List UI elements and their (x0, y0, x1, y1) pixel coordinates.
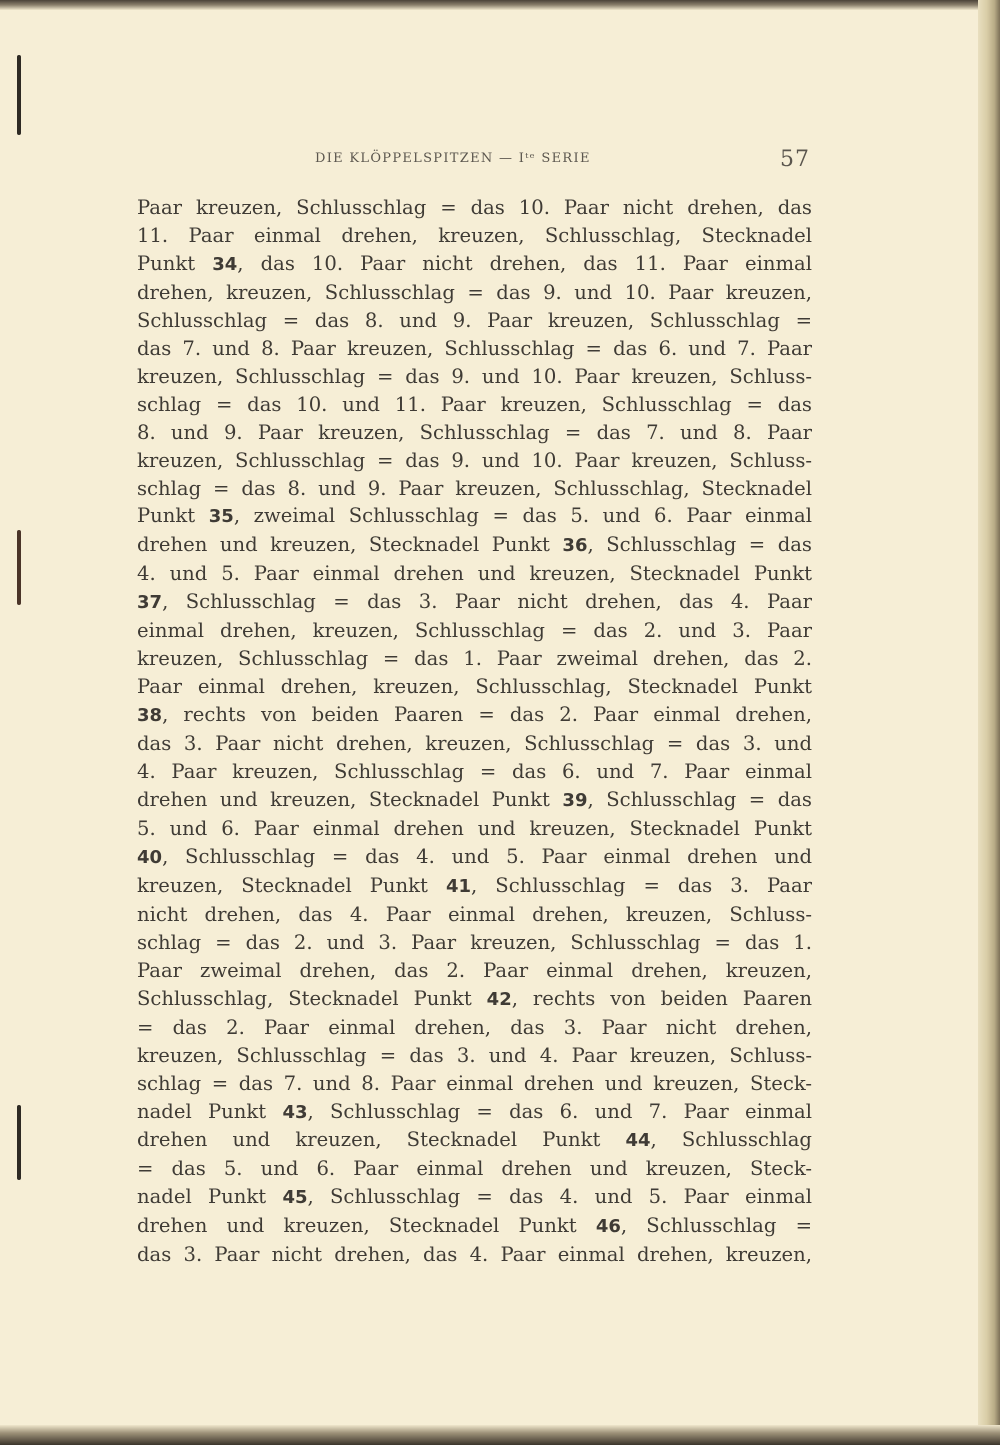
text-segment: drehen und kreuzen, Stecknadel Punkt (137, 533, 563, 557)
text-line (137, 701, 812, 730)
text-line (137, 1241, 812, 1269)
point-number: 35 (208, 506, 234, 528)
text-segment: kreuzen, Stecknadel Punkt (137, 873, 446, 897)
text-line (137, 985, 812, 1014)
text-line (137, 617, 812, 645)
text-segment: Punkt (137, 251, 213, 275)
text-segment: kreuzen, Schlusschlag = das 1. Paar zweimal drehen, das 2. (137, 647, 812, 671)
running-head (145, 147, 810, 172)
text-line (137, 673, 812, 701)
point-number: 40 (137, 846, 163, 868)
text-segment: , Schlusschlag = das 3. Paar (471, 873, 812, 897)
text-line (137, 279, 812, 307)
text-segment: schlag = das 10. und 11. Paar kreuzen, Schlusschlag = das (137, 392, 812, 416)
text-line (137, 560, 812, 588)
text-segment: drehen und kreuzen, Stecknadel Punkt (137, 1128, 626, 1152)
text-segment: einmal drehen, kreuzen, Schlusschlag = das 2. und 3. Paar (137, 619, 812, 643)
text-segment: = das 2. Paar einmal drehen, das 3. Paar nicht drehen, (137, 1015, 812, 1039)
point-number: 45 (282, 1187, 308, 1209)
text-segment: 5. und 6. Paar einmal drehen und kreuzen, Stecknadel Punkt (137, 816, 812, 840)
text-line (137, 929, 812, 957)
text-line (137, 815, 812, 843)
text-segment: , Schlusschlag (650, 1128, 812, 1152)
text-segment: , zweimal Schlusschlag = das 5. und 6. Paar einmal (233, 504, 812, 528)
point-number: 44 (625, 1130, 651, 1152)
text-segment: nadel Punkt (137, 1185, 283, 1209)
point-number: 46 (595, 1216, 621, 1238)
running-title: DIE KLÖPPELSPITZEN — Iᵗᵉ SERIE (315, 151, 591, 166)
text-segment: drehen und kreuzen, Stecknadel Punkt (137, 788, 563, 812)
text-segment: 11. Paar einmal drehen, kreuzen, Schlusschlag, Stecknadel (137, 223, 812, 247)
text-line (137, 1014, 812, 1042)
binding-mark (17, 1105, 21, 1180)
page-bottom-shadow (0, 1425, 1000, 1445)
text-segment: 8. und 9. Paar kreuzen, Schlusschlag = das 7. und 8. Paar (137, 420, 812, 444)
text-line (137, 758, 812, 786)
text-segment: drehen und kreuzen, Stecknadel Punkt (137, 1214, 596, 1238)
text-line (137, 250, 812, 279)
text-line (137, 335, 812, 363)
text-line (137, 645, 812, 673)
text-segment: 4. und 5. Paar einmal drehen und kreuzen, Stecknadel Punkt (137, 562, 812, 586)
text-segment: Punkt (137, 504, 209, 528)
point-number: 41 (445, 875, 472, 897)
text-segment: 4. Paar kreuzen, Schlusschlag = das 6. und 7. Paar einmal (137, 760, 812, 784)
text-segment: , Schlusschlag = das (587, 788, 812, 812)
text-segment: das 7. und 8. Paar kreuzen, Schlusschlag = das 6. und 7. Paar (137, 336, 812, 360)
text-segment: schlag = das 7. und 8. Paar einmal drehen und kreuzen, Steck- (137, 1071, 812, 1095)
page-top-shadow (0, 0, 1000, 10)
text-line (137, 307, 812, 335)
text-segment: , Schlusschlag = das 3. Paar nicht drehen, das 4. Paar (162, 590, 812, 614)
point-number: 34 (212, 253, 238, 275)
text-segment: nadel Punkt (137, 1099, 283, 1123)
text-segment: das 3. Paar nicht drehen, kreuzen, Schlusschlag = das 3. und (137, 732, 812, 756)
text-line (137, 872, 812, 901)
point-number: 42 (486, 988, 512, 1010)
text-segment: Paar zweimal drehen, das 2. Paar einmal drehen, kreuzen, (137, 958, 812, 982)
text-line (137, 786, 812, 815)
text-line (137, 1042, 812, 1070)
page-number: 57 (780, 147, 810, 172)
text-segment: , Schlusschlag = das 4. und 5. Paar einmal (307, 1185, 812, 1209)
point-number: 39 (562, 790, 588, 812)
text-segment: das 3. Paar nicht drehen, das 4. Paar einmal drehen, kreuzen, (137, 1243, 812, 1267)
text-segment: kreuzen, Schlusschlag = das 9. und 10. Paar kreuzen, Schluss- (137, 448, 812, 472)
text-line (137, 957, 812, 985)
text-segment: drehen, kreuzen, Schlusschlag = das 9. und 10. Paar kreuzen, (137, 280, 812, 304)
body-paragraph (137, 194, 812, 1269)
text-segment: Schlusschlag, Stecknadel Punkt (137, 986, 487, 1010)
text-segment: , das 10. Paar nicht drehen, das 11. Paar einmal (237, 251, 812, 275)
point-number: 38 (137, 705, 163, 727)
text-line (137, 222, 812, 250)
binding-mark (17, 55, 21, 135)
text-segment: nicht drehen, das 4. Paar einmal drehen, kreuzen, Schluss- (137, 902, 812, 926)
text-line (137, 1070, 812, 1098)
binding-mark (17, 530, 21, 605)
text-line (137, 588, 812, 617)
text-line (137, 1183, 812, 1212)
point-number: 36 (562, 535, 588, 557)
text-segment: Paar einmal drehen, kreuzen, Schlusschlag, Stecknadel Punkt (137, 675, 812, 699)
text-segment: , rechts von beiden Paaren = das 2. Paar einmal drehen, (162, 703, 812, 727)
text-line (137, 363, 812, 391)
text-line (137, 447, 812, 475)
text-segment: schlag = das 2. und 3. Paar kreuzen, Schlusschlag = das 1. (137, 930, 812, 954)
text-line (137, 502, 812, 531)
text-segment: = das 5. und 6. Paar einmal drehen und kreuzen, Steck- (137, 1157, 812, 1181)
text-line (137, 1212, 812, 1241)
text-line (137, 1098, 812, 1127)
text-segment: , Schlusschlag = (620, 1214, 812, 1238)
text-segment: kreuzen, Schlusschlag = das 3. und 4. Paar kreuzen, Schluss- (137, 1043, 812, 1067)
page-right-edge (978, 0, 1000, 1445)
text-line (137, 843, 812, 872)
text-segment: schlag = das 8. und 9. Paar kreuzen, Schlusschlag, Stecknadel (137, 476, 812, 500)
text-segment: Schlusschlag = das 8. und 9. Paar kreuzen, Schlusschlag = (137, 308, 812, 332)
text-segment: , Schlusschlag = das 4. und 5. Paar einmal drehen und (162, 844, 812, 868)
point-number: 37 (137, 592, 163, 614)
text-segment: Paar kreuzen, Schlusschlag = das 10. Paar nicht drehen, das (137, 196, 812, 219)
text-line (137, 475, 812, 503)
text-line (137, 730, 812, 758)
text-segment: , Schlusschlag = das (587, 533, 812, 557)
text-segment: kreuzen, Schlusschlag = das 9. und 10. Paar kreuzen, Schluss- (137, 364, 812, 388)
text-line (137, 901, 812, 929)
point-number: 43 (282, 1101, 308, 1123)
text-line (137, 419, 812, 447)
text-line (137, 1126, 812, 1155)
text-line (137, 391, 812, 419)
text-line (137, 531, 812, 560)
text-segment: , Schlusschlag = das 6. und 7. Paar einmal (307, 1099, 812, 1123)
text-line (137, 1155, 812, 1183)
text-line (137, 194, 812, 222)
text-segment: , rechts von beiden Paaren (511, 986, 812, 1010)
